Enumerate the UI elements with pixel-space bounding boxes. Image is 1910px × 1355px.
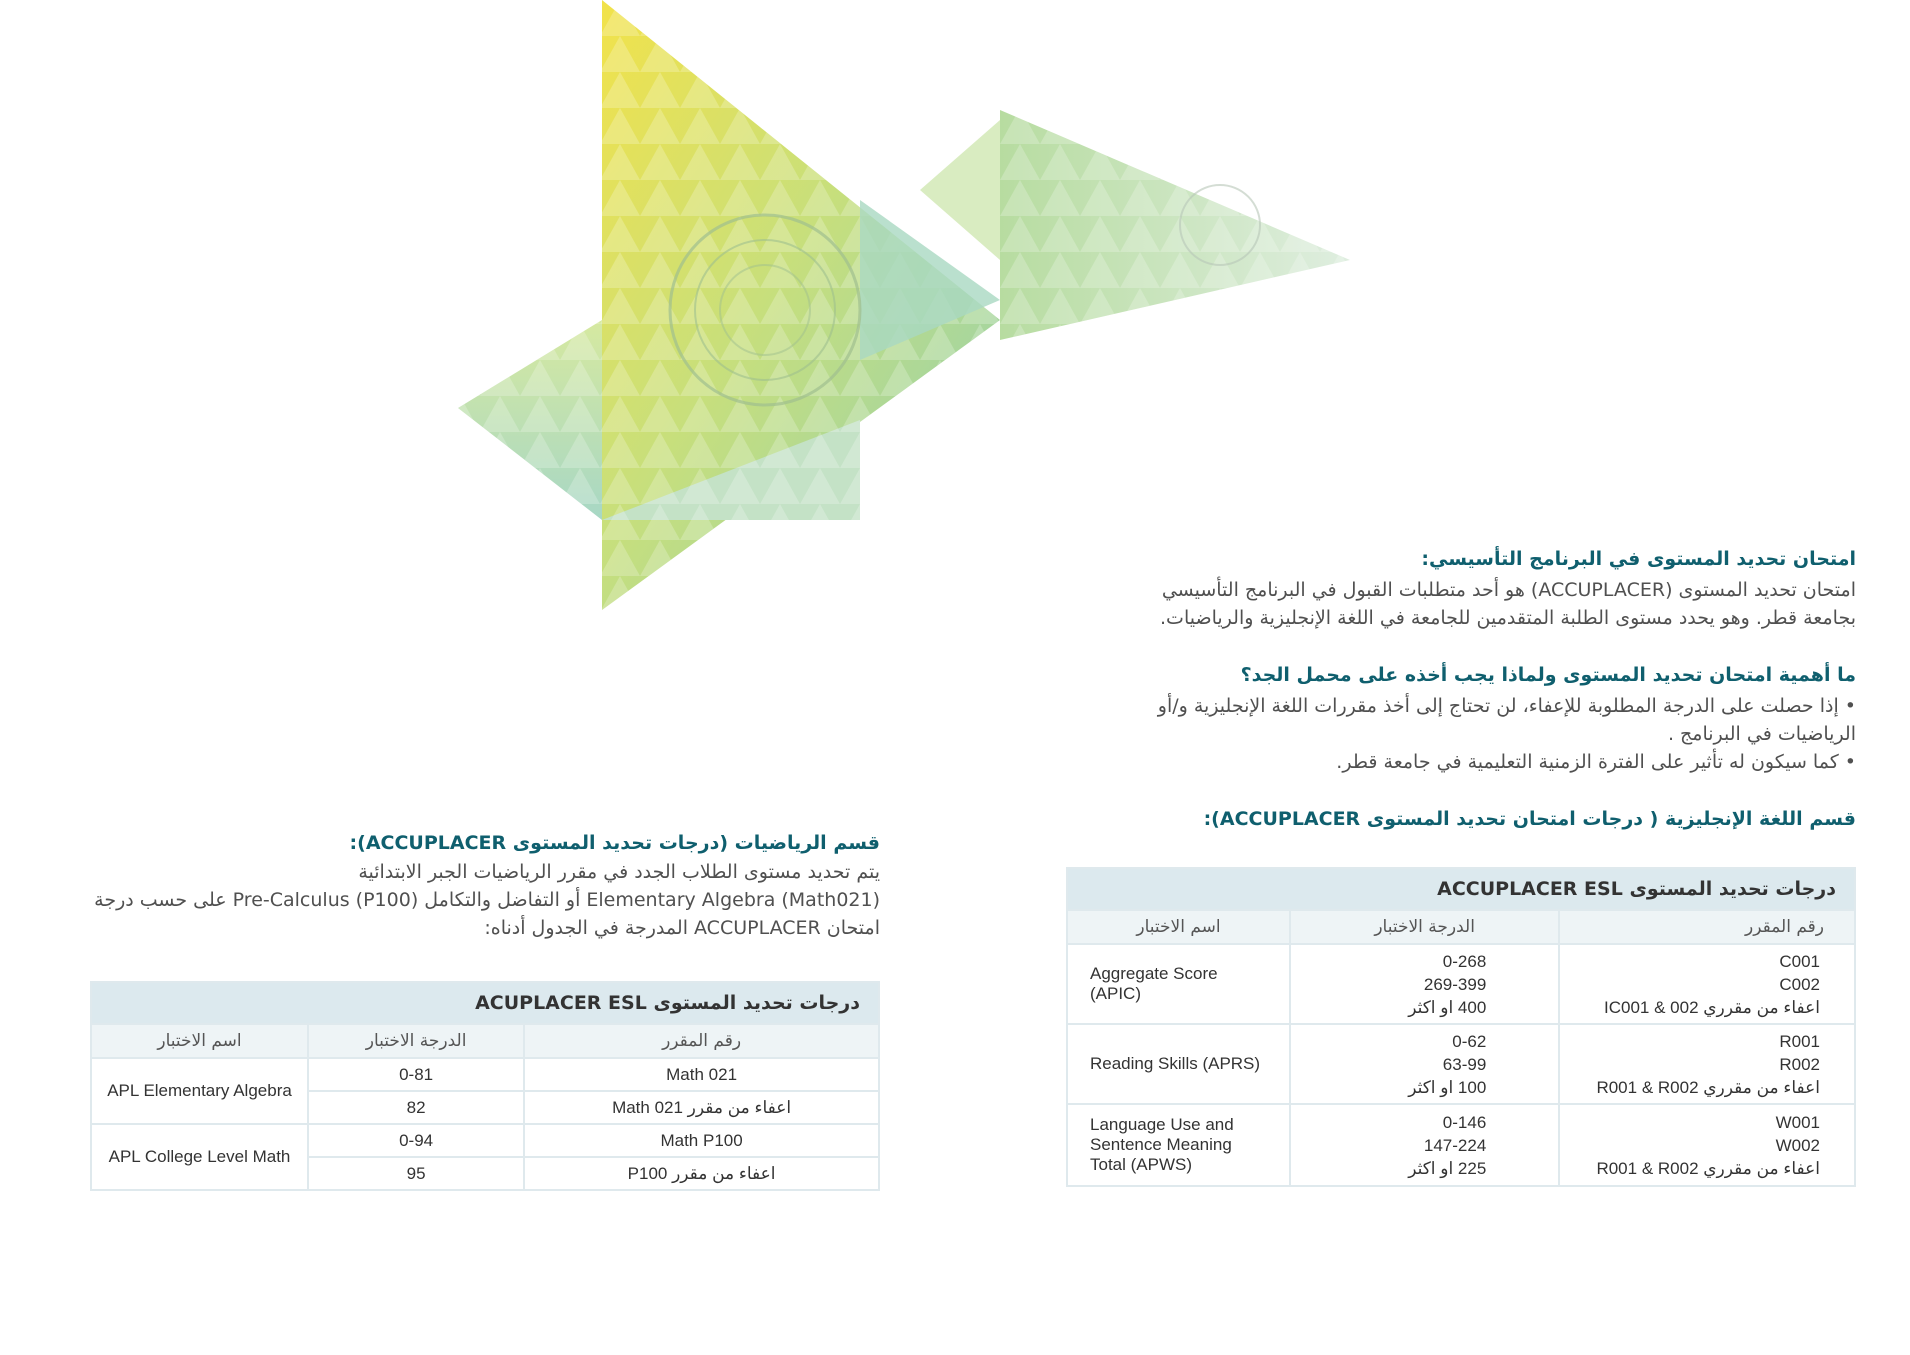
score-cell <box>1290 944 1559 1024</box>
exemption-text: اعفاء من مقرري IC001 & 002 <box>1604 997 1820 1017</box>
geometric-artwork <box>440 0 1360 640</box>
exemption-text: اعفاء من مقرري R001 & R002 <box>1596 1077 1820 1097</box>
course-code: R001 <box>1779 1031 1820 1051</box>
paragraph-line: (Elementary Algebra (Math021 أو التفاضل والتكامل (Pre-Calculus (P100 على حسب درجة <box>94 889 880 911</box>
score-cell: 95 <box>308 1157 524 1190</box>
test-name-cell: Reading Skills (APRS) <box>1067 1024 1290 1104</box>
score-cell: 82 <box>308 1091 524 1124</box>
math-paragraph <box>40 858 880 942</box>
math-table-title: درجات تحديد المستوى ACUPLACER ESL <box>91 982 879 1024</box>
header-test-name: اسم الاختبار <box>1067 910 1290 944</box>
importance-section <box>956 664 1856 776</box>
score-range: 147-224 <box>1423 1135 1487 1155</box>
test-name-cell: Language Use and Sentence Meaning Total (APWS) <box>1067 1104 1290 1186</box>
course-cell <box>1559 944 1855 1024</box>
paragraph-line: يتم تحديد مستوى الطلاب الجدد في مقرر الرياضيات الجبر الابتدائية <box>358 861 880 883</box>
header-course: رقم المقرر <box>524 1024 879 1058</box>
bullet-line: الرياضيات في البرنامج . <box>1667 723 1856 745</box>
importance-heading: ما أهمية امتحان تحديد المستوى ولماذا يجب أخذه على محمل الجد؟ <box>1240 664 1856 686</box>
header-test-name: اسم الاختبار <box>91 1024 308 1058</box>
score-range: 0-146 <box>1442 1112 1487 1132</box>
score-cell: 0-94 <box>308 1124 524 1157</box>
header-score: الدرجة الاختبار <box>308 1024 524 1058</box>
score-cell: 0-81 <box>308 1058 524 1091</box>
importance-bullet-2: • كما سيكون له تأثير على الفترة الزمنية التعليمية في جامعة قطر. <box>1336 751 1856 773</box>
course-code: R002 <box>1779 1054 1820 1074</box>
score-range: 269-399 <box>1423 974 1487 994</box>
course-code: W002 <box>1775 1135 1820 1155</box>
score-cell <box>1290 1104 1559 1186</box>
score-range: 100 او اكثر <box>1408 1077 1487 1097</box>
course-cell: اعفاء من مقرر P100 <box>524 1157 879 1190</box>
placement-exam-paragraph <box>956 576 1856 632</box>
table-row <box>91 1124 879 1157</box>
course-cell: Math 021 <box>524 1058 879 1091</box>
header-score: الدرجة الاختبار <box>1290 910 1559 944</box>
placement-exam-section <box>956 548 1856 632</box>
test-name-cell: APL Elementary Algebra <box>91 1058 308 1124</box>
paragraph-line: بجامعة قطر. وهو يحدد مستوى الطلبة المتقدمين للجامعة في اللغة الإنجليزية والرياضيات. <box>1160 607 1856 629</box>
course-cell <box>1559 1024 1855 1104</box>
table-row <box>1067 944 1855 1024</box>
importance-bullet-1 <box>956 692 1856 748</box>
score-range: 400 او اكثر <box>1408 997 1487 1017</box>
score-range: 225 او اكثر <box>1408 1158 1487 1178</box>
course-code: C002 <box>1779 974 1820 994</box>
english-placement-table <box>1066 867 1856 1187</box>
english-section <box>956 808 1856 830</box>
test-name-cell: APL College Level Math <box>91 1124 308 1190</box>
score-cell <box>1290 1024 1559 1104</box>
paragraph-line: امتحان تحديد المستوى (ACCUPLACER) هو أحد متطلبات القبول في البرنامج التأسيسي <box>1161 579 1856 601</box>
table-row <box>91 1058 879 1091</box>
course-code: W001 <box>1775 1112 1820 1132</box>
bullet-line: • إذا حصلت على الدرجة المطلوبة للإعفاء، لن تحتاج إلى أخذ مقررات اللغة الإنجليزية و/أو <box>1157 695 1856 717</box>
paragraph-line: امتحان ACCUPLACER المدرجة في الجدول أدناه: <box>484 917 880 939</box>
english-heading: قسم اللغة الإنجليزية ( درجات امتحان تحديد المستوى ACCUPLACER): <box>1203 808 1856 830</box>
table-row <box>1067 1104 1855 1186</box>
exemption-text: اعفاء من مقرري R001 & R002 <box>1596 1158 1820 1178</box>
score-range: 0-268 <box>1442 951 1487 971</box>
math-section <box>40 832 880 942</box>
course-cell: Math P100 <box>524 1124 879 1157</box>
course-code: C001 <box>1779 951 1820 971</box>
test-name-cell: Aggregate Score (APIC) <box>1067 944 1290 1024</box>
header-course: رقم المقرر <box>1559 910 1855 944</box>
math-placement-table <box>90 981 880 1191</box>
course-cell <box>1559 1104 1855 1186</box>
placement-exam-heading: امتحان تحديد المستوى في البرنامج التأسيسي: <box>1421 548 1856 570</box>
score-range: 63-99 <box>1442 1054 1487 1074</box>
table-row <box>1067 1024 1855 1104</box>
math-heading: قسم الرياضيات (درجات تحديد المستوى ACCUPLACER): <box>349 832 880 854</box>
score-range: 0-62 <box>1452 1031 1487 1051</box>
english-table-title: درجات تحديد المستوى ACCUPLACER ESL <box>1067 868 1855 910</box>
course-cell: اعفاء من مقرر Math 021 <box>524 1091 879 1124</box>
